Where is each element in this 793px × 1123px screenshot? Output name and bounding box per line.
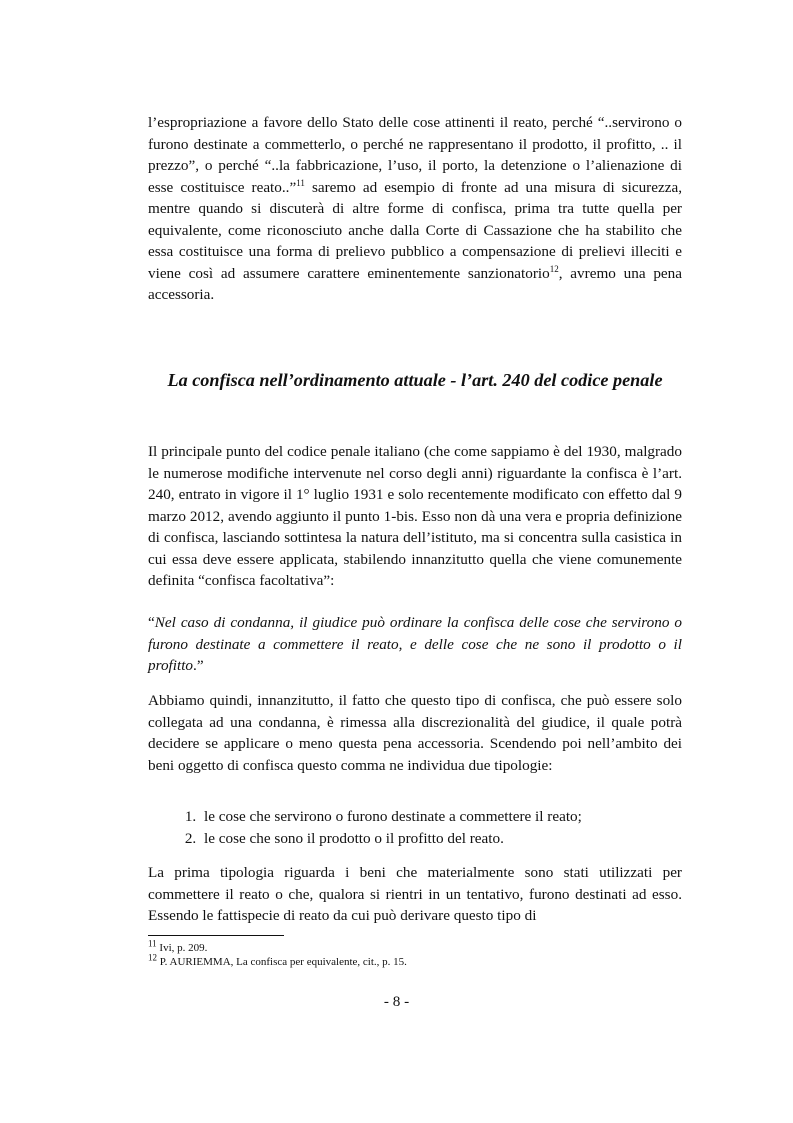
footnotes [148,938,682,969]
footnote-12: $^{12}$ P. AURIEMMA, La confisca per equivalente, cit., p. 15. [148,952,407,968]
paragraph-2: Il principale punto del codice penale italiano (che come sappiamo è del 1930, malgrado le numerose modifiche intervenute nel corso degli anni) riguardante la confisca è l’art. 240, entrato in vigore il 1° luglio 1931 e solo recentemente modificato con effetto dal 9 marzo 2012, avendo aggiunto il punto 1-bis. Esso non dà una vera e propria definizione di confisca, lasciando sottintesa la natura dell’istituto, ma si concentra sulla casistica in cui essa deve essere applicata, stabilendo innanzitutto quella che viene comunemente definita “confisca facoltativa”: [148,443,682,589]
paragraph-3: Abbiamo quindi, innanzitutto, il fatto che questo tipo di confisca, che può essere solo collegata ad una condanna, è rimessa alla discrezionalità del giudice, il quale potrà decidere se applicare o meno questa pena accessoria. Scendendo poi nell’ambito dei beni oggetto di confisca questo comma ne individua due tipologie: [148,692,682,774]
quote-paragraph: “Nel caso di condanna, il giudice può ordinare la confisca delle cose che servirono o furono destinate a commettere il reato, e delle cose che ne sono il prodotto o il profitto.” [148,614,682,674]
quote-text: Nel caso di condanna, il giudice può ordinare la confisca delle cose che servirono o furono destinate a commettere il reato, e delle cose che ne sono il prodotto o il profitto [148,614,682,674]
section-heading: La confisca nell’ordinamento attuale - l’art. 240 del codice penale [167,370,663,390]
paragraph-4: La prima tipologia riguarda i beni che materialmente sono stati utilizzati per commettere il reato o che, qualora si rientri in un tentativo, furono destinati ad esso. Essendo le fattispecie di reato da cui può derivare questo tipo di [148,864,682,924]
paragraph-1: l’espropriazione a favore dello Stato delle cose attinenti il reato, perché “..servirono o furono destinate a commetterlo, o perché ne rappresentano il prodotto, il profitto, .. il prezzo”, o perché “..la fabbricazione, l’uso, il porto, la detenzione o l’alienazione di esse costituisce reato..”$^{11}$ saremo ad esempio di fronte ad una misura di sicurezza, mentre quando si discuterà di altre forme di confisca, prima tra tutte quella per equivalente, come riconosciuto anche dalla Corte di Cassazione che ha stabilito che essa costituisce una forma di prelievo pubblico a compensazione di prelievi illeciti e viene così ad assumere carattere eminentemente sanzionatorio$^{12}$, avremo una pena accessoria. [148,114,683,303]
footnote-ref-12[interactable]: 12 [549,263,559,274]
footnote-separator [148,935,284,936]
footnote-11: $^{11}$ Ivi, p. 209. [148,938,208,954]
list-item: 1. le cose che servirono o furono destinate a commettere il reato; [200,806,682,828]
page-number: - 8 - [383,993,410,1010]
footnote-ref-11[interactable]: 11 [296,177,305,188]
list-item: 2. le cose che sono il prodotto o il profitto del reato. [200,828,682,850]
typology-list [148,806,682,849]
